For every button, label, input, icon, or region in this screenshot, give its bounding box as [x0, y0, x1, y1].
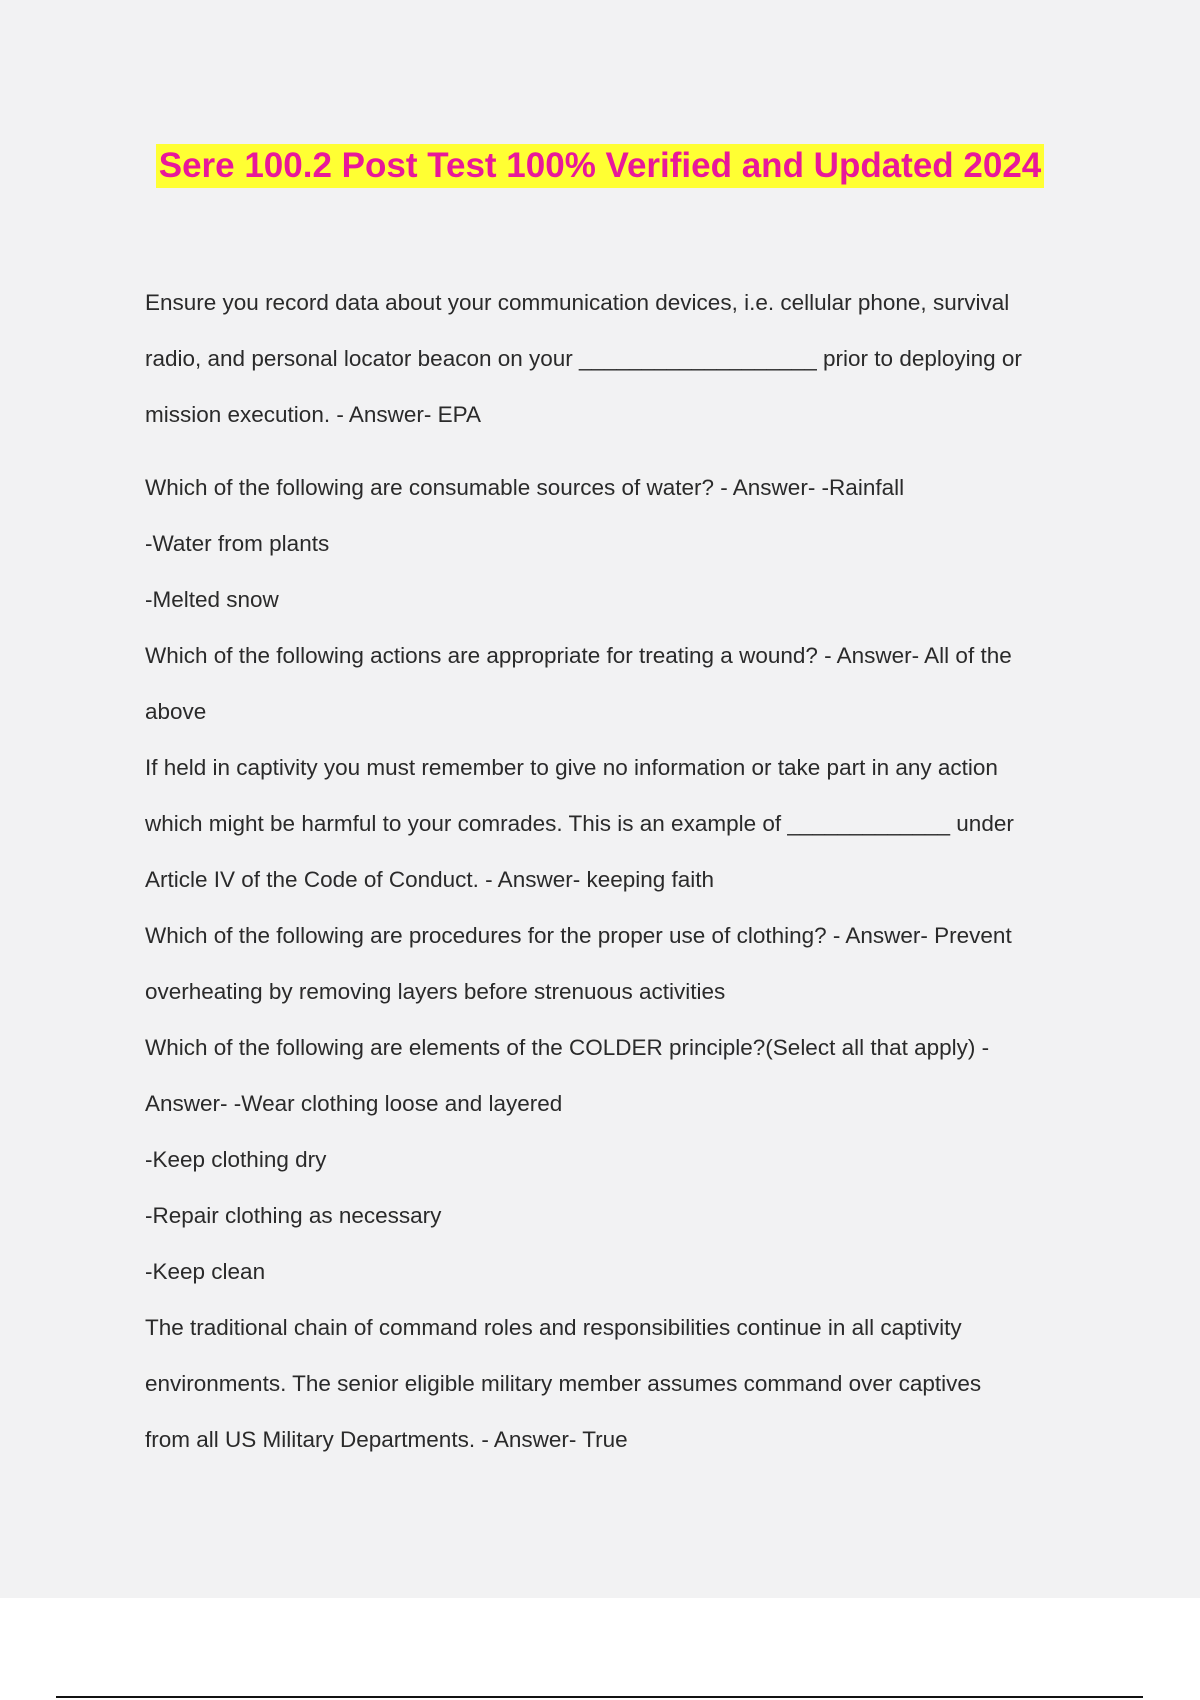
text-line: Which of the following are elements of the COLDER principle?(Select all that apply) - [145, 1035, 990, 1060]
document-title: Sere 100.2 Post Test 100% Verified and Updated 2024 [156, 144, 1045, 188]
text-line: above [145, 699, 207, 724]
text-line: Which of the following are consumable sources of water? - Answer- -Rainfall [145, 475, 905, 500]
text-line: If held in captivity you must remember to give no information or take part in any action [145, 755, 998, 780]
text-line: from all US Military Departments. - Answer- True [145, 1427, 628, 1452]
text-line: Answer- -Wear clothing loose and layered [145, 1091, 563, 1116]
title-wrapper [0, 144, 1200, 188]
footer-divider [56, 1696, 1143, 1698]
text-line: environments. The senior eligible military member assumes command over captives [145, 1371, 982, 1396]
text-line: Article IV of the Code of Conduct. - Answer- keeping faith [145, 867, 715, 892]
text-line: overheating by removing layers before strenuous activities [145, 979, 726, 1004]
document-body [145, 275, 1095, 1468]
text-line: mission execution. - Answer- EPA [145, 402, 481, 427]
text-line: Which of the following actions are appropriate for treating a wound? - Answer- All of the [145, 643, 1012, 668]
text-line: -Water from plants [145, 531, 330, 556]
question-block-epa [145, 275, 1095, 443]
text-line: -Repair clothing as necessary [145, 1203, 442, 1228]
text-line: -Keep clean [145, 1259, 266, 1284]
text-line: The traditional chain of command roles and responsibilities continue in all captivity [145, 1315, 962, 1340]
text-line: which might be harmful to your comrades. This is an example of _____________ under [145, 811, 1014, 836]
paragraph-gap [145, 443, 1095, 460]
text-line: Which of the following are procedures for the proper use of clothing? - Answer- Prevent [145, 923, 1012, 948]
text-line: -Melted snow [145, 587, 279, 612]
question-list [145, 460, 1095, 1468]
text-line: Ensure you record data about your communication devices, i.e. cellular phone, survival [145, 290, 1010, 315]
text-line: -Keep clothing dry [145, 1147, 327, 1172]
text-line: radio, and personal locator beacon on your ___________________ prior to deploying or [145, 346, 1022, 371]
